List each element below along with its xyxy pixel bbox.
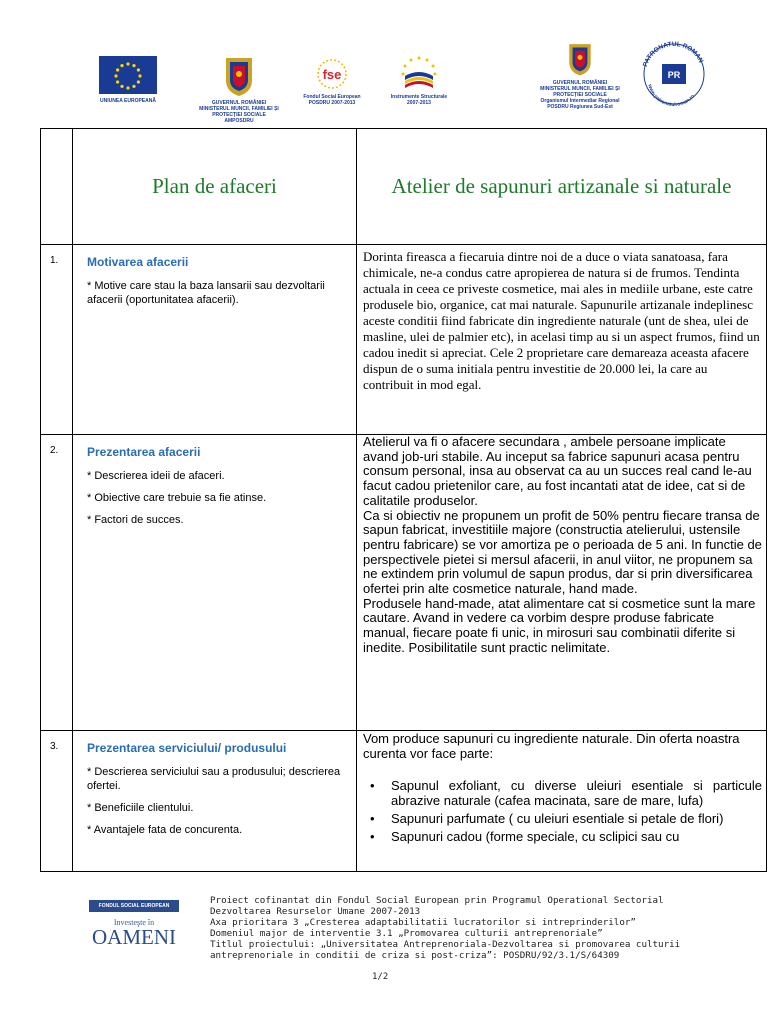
fse-line-2: POSDRU 2007-2013 — [308, 100, 356, 106]
patronatul-roman-logo — [636, 36, 712, 114]
oameni-text: OAMENI — [92, 925, 176, 949]
product-intro: Vom produce sapunuri cu ingrediente naturale. Din oferta noastra curenta vor face parte: — [363, 731, 740, 761]
gov1-line-1: GUVERNUL ROMÂNIEI — [211, 100, 267, 106]
row-number: 1. — [50, 255, 59, 266]
fse-mark-text: fse — [322, 67, 342, 82]
structural-instruments-icon — [399, 54, 439, 92]
row-number: 2. — [50, 445, 59, 456]
fse-footer-logo — [89, 900, 179, 947]
section-text — [357, 435, 766, 656]
government-logo-left — [196, 54, 282, 124]
row-left-cell — [73, 245, 357, 435]
footer-line: antreprenoriale in conditii de criza si post-criza”: POSDRU/92/3.1/S/64309 — [210, 950, 620, 961]
bullet-icon: • — [370, 829, 375, 844]
eu-logo — [98, 56, 158, 104]
is-line-1: Instrumente Structurale — [390, 94, 448, 100]
section-title: Prezentarea afacerii — [87, 445, 201, 459]
business-plan-table — [40, 128, 767, 872]
fse-mark-icon — [312, 58, 352, 90]
list-item — [363, 778, 766, 808]
svg-text:www.patronatulroman.ro — [646, 83, 696, 108]
plan-title: Plan de afaceri — [152, 174, 277, 198]
gov1-line-2: MINISTERUL MUNCII, FAMILIEI ȘI — [199, 106, 279, 112]
section-item: * Motive care stau la baza lansarii sau dezvoltarii afacerii (oportunitatea afacerii). — [87, 280, 325, 306]
header-right-cell — [357, 129, 767, 245]
is-line-2: 2007-2013 — [407, 100, 431, 106]
list-item-text: Sapunul exfoliant, cu diverse uleiuri esentiale si particule abrazive naturale (cafea macinata, sare de mare, lufa) — [391, 778, 762, 808]
patr-badge-text: PR — [667, 70, 681, 80]
list-item — [363, 829, 766, 844]
row-right-cell — [357, 435, 767, 731]
fse-band: FONDUL SOCIAL EUROPEAN — [89, 900, 179, 912]
instrumente-structurale-logo — [386, 54, 452, 106]
svg-text:PATRONATUL ROMAN — [642, 41, 704, 68]
section-item: * Descrierea ideii de afaceri. — [87, 470, 225, 482]
section-item: * Descrierea serviciului sau a produsului; descrierea ofertei. — [87, 766, 341, 792]
row-right-cell — [357, 245, 767, 435]
table-row — [41, 731, 767, 872]
product-list — [357, 778, 766, 844]
romania-coat-of-arms-icon — [566, 40, 594, 78]
footer-line: Titlul proiectului: „Universitatea Antreprenoriala-Dezvoltarea si promovarea culturii — [210, 939, 681, 950]
table-row — [41, 245, 767, 435]
gov2-line-2: MINISTERUL MUNCII, FAMILIEI ȘI — [540, 86, 620, 92]
eu-flag-icon — [99, 56, 157, 94]
table-header-row — [41, 129, 767, 245]
fse-line-1: Fondul Social European — [303, 94, 361, 100]
list-item — [363, 811, 766, 826]
row-left-cell — [73, 435, 357, 731]
gov1-line-3: PROTECȚIEI SOCIALE — [212, 112, 266, 118]
footer-line: Domeniul major de interventie 3.1 „Promovarea culturii antreprenoriale” — [210, 928, 603, 939]
gov2-line-3: PROTECȚIEI SOCIALE — [553, 92, 607, 98]
romania-coat-of-arms-icon — [222, 54, 256, 98]
gov2-line-4: Organismul Intermediar Regional — [540, 98, 620, 104]
patr-title: PATRONATUL ROMAN — [642, 40, 705, 68]
gov2-line-1: GUVERNUL ROMÂNIEI — [552, 80, 608, 86]
section-text: Dorinta fireasca a fiecaruia dintre noi de a duce o viata sanatoasa, fara chimicale, ne-a condus catre apropierea de natura si de frumos. Tendinta actuala in ceea ce priveste cosmetice, mai ales in mediile urbane, este catre produsele bio, organice, cat mai naturale. Sapunurile artizanale indeplinesc aceste conditii fiind fabricate din ingrediente naturale (unt de shea, ulei de masline, ulei de palmier etc), in acelasi timp au si un aspect frumos, fiind un cadou inedit si apreciat. Cele 2 proprietare care demareaza aceasta afacere dispun de o suma initiala pentru investitie de 20.000 lei, la care au contribuit in mod egal. — [363, 249, 760, 392]
section-item: * Obiective care trebuie sa fie atinse. — [87, 492, 267, 504]
fse-logo — [300, 58, 364, 106]
eu-caption: UNIUNEA EUROPEANĂ — [100, 98, 156, 104]
business-title: Atelier de sapunuri artizanale si naturale — [391, 174, 732, 198]
header-num-cell — [41, 129, 73, 245]
section-item: * Beneficiile clientului. — [87, 802, 194, 814]
paragraph: Atelierul va fi o afacere secundara , ambele persoane implicate avand job-uri stabile. Au inceput sa fabrice sapunuri acasa pentru consum personal, insa au observat ca au un succes real cand le-au facut cadou prietenilor care, au fost incantati atat de idee, cat si de calitatile produselor. — [363, 434, 752, 508]
section-item: * Avantajele fata de concurenta. — [87, 824, 243, 836]
section-item: * Factori de succes. — [87, 514, 184, 526]
header-left-cell — [73, 129, 357, 245]
government-logo-right — [528, 40, 632, 110]
list-item-text: Sapunuri cadou (forme speciale, cu sclipici sau cu — [391, 829, 680, 844]
paragraph: Produsele hand-made, atat alimentare cat si cosmetice sunt la mare cautare. Avand in vedere ca vorbim despre produse fabricate manual, fiecare poate fi unic, in mirosuri sau combinatii diferite si inedite. Posibilitatile sunt practic nelimitate. — [363, 595, 756, 655]
patronatul-roman-seal-icon — [636, 36, 712, 112]
investeste-text: Investeşte în — [113, 918, 155, 927]
row-left-cell — [73, 731, 357, 872]
header-logos — [0, 0, 768, 128]
list-item-text: Sapunuri parfumate ( cu uleiuri esentiale si petale de flori) — [391, 811, 724, 826]
paragraph: Ca si obiectiv ne propunem un profit de 50% pentru fiecare transa de sapun fabricat, investitiile majore (constructia atelierului, ustensile pentru fabricare) se vor amortiza pe o perioada de 5 ani. In functie de perspectivele pietei si mersul afacerii, in anul viitor, ne propunem sa ne extindem prin volumul de sapun produs, dar si prin diversificarea ofertei prin alte cosmetice naturale, hand made. — [363, 507, 762, 597]
bullet-icon: • — [370, 778, 375, 793]
section-title: Prezentarea serviciului/ produsului — [87, 741, 287, 755]
section-title: Motivarea afacerii — [87, 255, 189, 269]
bullet-icon: • — [370, 811, 375, 826]
gov2-line-5: POSDRU Regiunea Sud-Est — [547, 104, 613, 110]
page-number: 1/2 — [372, 972, 389, 982]
footer-line: Dezvoltarea Resurselor Umane 2007-2013 — [210, 906, 421, 917]
table-row — [41, 435, 767, 731]
row-right-cell — [357, 731, 767, 872]
gov1-line-4: AMPOSDRU — [224, 118, 254, 124]
row-number: 3. — [50, 741, 59, 752]
footer-line: Proiect cofinantat din Fondul Social European prin Programul Operational Sectorial — [210, 895, 664, 906]
patr-url: www.patronatulroman.ro — [646, 83, 697, 109]
footer-line: Axa prioritara 3 „Cresterea adaptabilitatii lucratorilor si intreprinderilor” — [210, 917, 636, 928]
project-info — [210, 895, 681, 961]
